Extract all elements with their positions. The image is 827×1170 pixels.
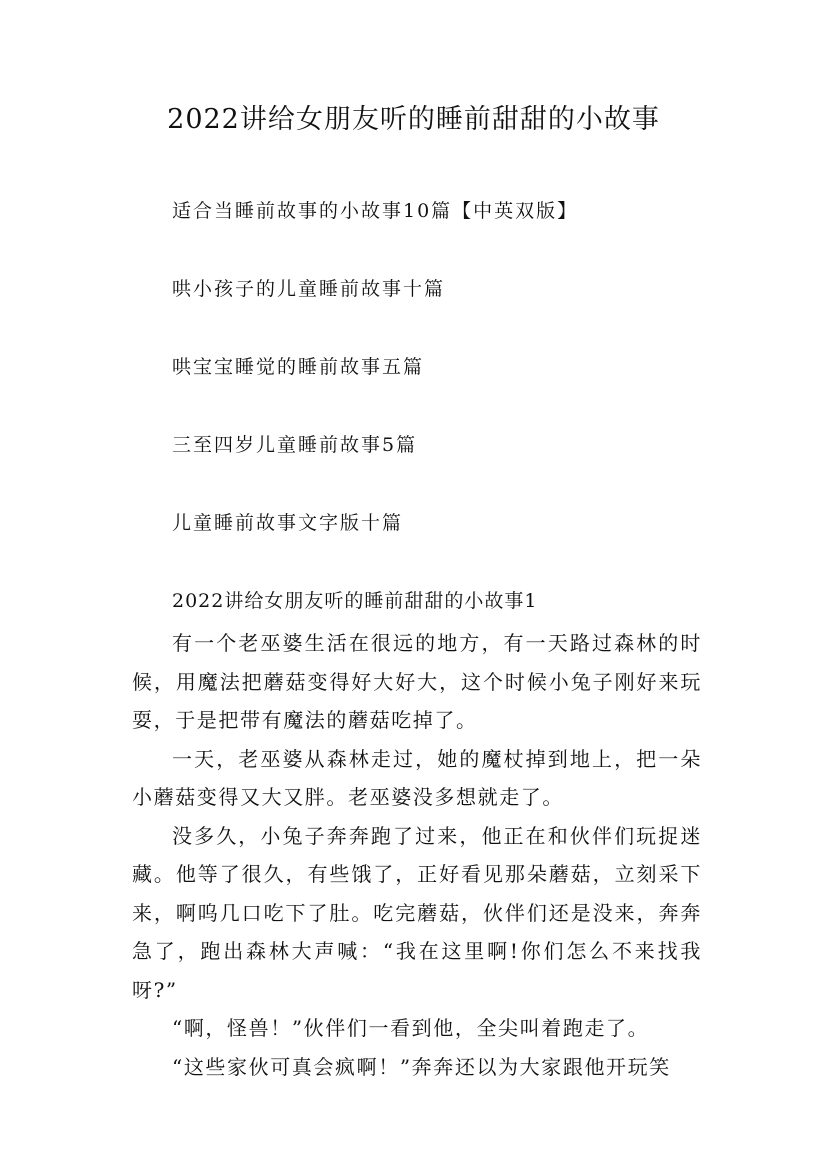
toc-item: 儿童睡前故事文字版十篇	[172, 512, 404, 534]
section-title: 2022讲给女朋友听的睡前甜甜的小故事1	[172, 590, 538, 612]
toc-item: 哄宝宝睡觉的睡前故事五篇	[172, 356, 425, 378]
toc-item: 哄小孩子的儿童睡前故事十篇	[172, 278, 446, 300]
toc-item: 三至四岁儿童睡前故事5篇	[172, 434, 418, 456]
paragraph: “这些家伙可真会疯啊！”奔奔还以为大家跟他开玩笑	[172, 1054, 671, 1079]
toc-item: 适合当睡前故事的小故事10篇【中英双版】	[172, 200, 579, 222]
story-body	[132, 624, 702, 1086]
paragraph: 一天，老巫婆从森林走过，她的魔杖掉到地上，把一朵小蘑菇变得又大又胖。老巫婆没多想就走了。	[132, 746, 702, 809]
paragraph: “啊，怪兽！”伙伴们一看到他，全尖叫着跑走了。	[172, 1016, 650, 1040]
paragraph: 有一个老巫婆生活在很远的地方，有一天路过森林的时候，用魔法把蘑菇变得好大好大，这个时候小兔子刚好来玩耍，于是把带有魔法的蘑菇吃掉了。	[132, 631, 702, 732]
document-title: 2022讲给女朋友听的睡前甜甜的小故事	[167, 104, 660, 135]
paragraph: 没多久，小兔子奔奔跑了过来，他正在和伙伴们玩捉迷藏。他等了很久，有些饿了，正好看见那朵蘑菇，立刻采下来，啊呜几口吃下了肚。吃完蘑菇，伙伴们还是没来，奔奔急了，跑出森林大声喊：“我在这里啊!你们怎么不来找我呀?”	[132, 823, 702, 1002]
